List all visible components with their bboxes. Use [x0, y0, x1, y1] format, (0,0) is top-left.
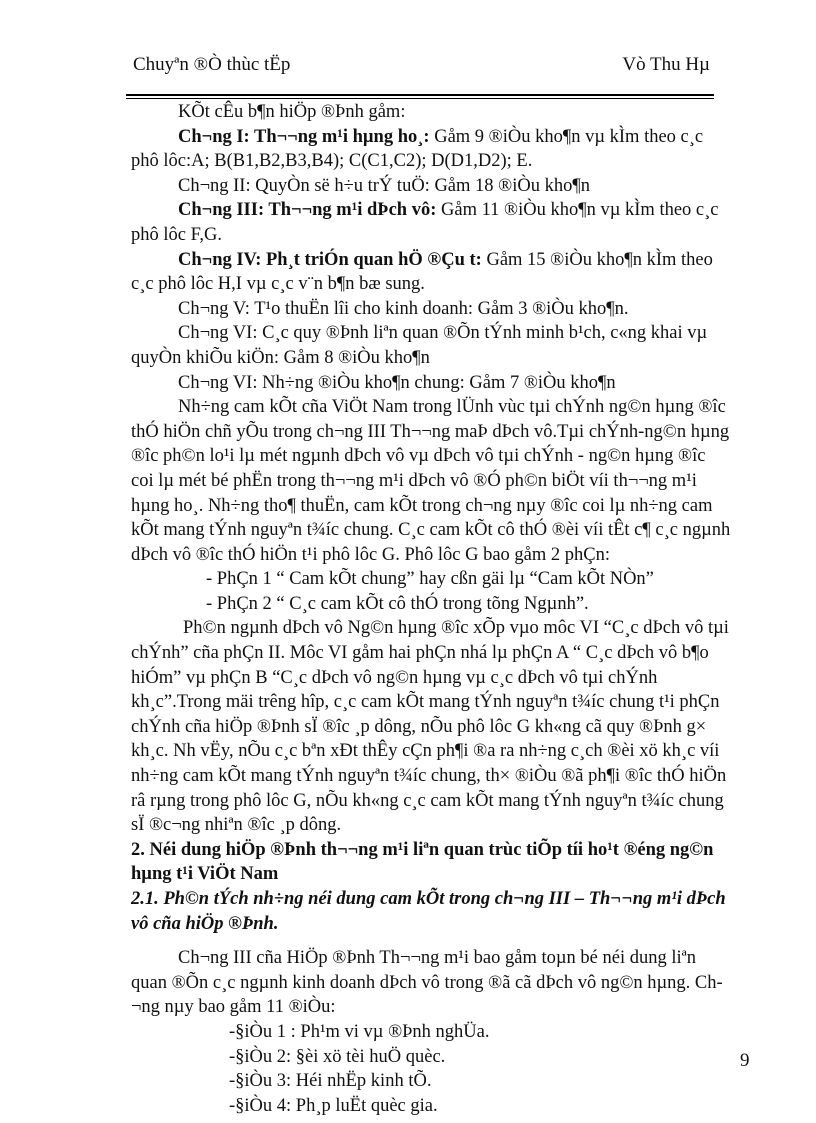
header-rule-thin — [126, 98, 714, 99]
body-text — [131, 100, 731, 1118]
section-2-1-heading: 2.1. Ph©n tÝch nh÷ng néi dung cam kÕt trong ch¬ng III – Th¬¬ng m¹i dÞch vô cña hiÖp ®Þnh. — [131, 889, 726, 934]
chapter-1-heading: Ch¬ng I: Th¬¬ng m¹i hµng ho¸: — [178, 126, 430, 147]
list-item-article-4: -§iÒu 4: Ph¸p luËt quèc gia. — [229, 1095, 438, 1116]
list-item-article-1: -§iÒu 1 : Ph¹m vi vµ ®Þnh nghÜa. — [229, 1021, 490, 1042]
chapter-7: Ch¬ng VI: Nh÷ng ®iÒu kho¶n chung: Gåm 7 ®iÒu kho¶n — [178, 372, 616, 393]
list-item-part-1: - PhÇn 1 “ Cam kÕt chung” hay cßn gäi lµ “Cam kÕt NÒn” — [206, 569, 654, 590]
chapter-3 — [131, 198, 731, 247]
section-2-heading: 2. Néi dung hiÖp ®Þnh th¬¬ng m¹i liªn quan trùc tiÕp tíi ho¹t ®éng ng©n hµng t¹i ViÖt Nam — [131, 839, 714, 885]
paragraph-commitments: Nh÷ng cam kÕt cña ViÖt Nam trong lÜnh vùc tµi chÝnh ng©n hµng ®îc thÓ hiÖn chñ yÕu trong ch¬ng III Th¬¬ng maÞ dÞch vô.Tµi chÝnh-ng©n hµng ®îc ph©n lo¹i lµ mét ngµnh dÞch vô vµ dÞch vô tµi chÝnh - ng©n hµng ®îc coi lµ mét bé phËn trong th¬¬ng m¹i dÞch vô ®Ó ph©n biÖt víi th¬¬ng m¹i hµng ho¸. Nh÷ng tho¶ thuËn, cam kÕt trong ch¬ng nµy ®îc coi lµ nh÷ng cam kÕt mang tÝnh nguyªn t¾íc chung. C¸c cam kÕt cô thÓ ®èi víi tÊt c¶ c¸c ngµnh dÞch vô ®îc thÓ hiÖn t¹i phô lôc G. Phô lôc G bao gåm 2 phÇn: — [131, 397, 731, 565]
chapter-3-heading: Ch¬ng III: Th¬¬ng m¹i dÞch vô: — [178, 200, 437, 221]
paragraph-structure: KÕt cÊu b¶n hiÖp ®Þnh gåm: — [178, 102, 406, 122]
chapter-1-text: Gåm 9 ®iÒu kho¶n vµ kÌm theo c¸c phô lôc:A; B(B1,B2,B3,B4); C(C1,C2); D(D1,D2); E. — [131, 126, 704, 172]
header-title: Chuyªn ®Ò thùc tËp — [133, 54, 291, 75]
paragraph-chapter-3: Ch¬ng III cña HiÖp ®Þnh Th¬¬ng m¹i bao gåm toµn bé néi dung liªn quan ®Õn c¸c ngµnh kinh doanh dÞch vô trong ®ã cã dÞch vô ng©n hµng. Ch¬ng nµy bao gåm 11 ®iÒu: — [131, 948, 723, 1018]
paragraph-banking-sector: Ph©n ngµnh dÞch vô Ng©n hµng ®îc xÕp vµo môc VI “C¸c dÞch vô tµi chÝnh” cña phÇn II. Môc VI gåm hai phÇn nhá lµ phÇn A “ C¸c dÞch vô b¶o hiÓm” vµ phÇn B “C¸c dÞch vô ng©n hµng vµ c¸c dÞch vô tµi chÝnh kh¸c”.Trong mäi trêng hîp, c¸c cam kÕt mang tÝnh nguyªn t¾íc chung t¹i phÇn chÝnh cña hiÖp ®Þnh sÏ ®îc ¸p dông, nÕu phô lôc G kh«ng cã quy ®Þnh g× kh¸c. Nh vËy, nÕu c¸c bªn xÐt thÊy cÇn ph¶i ®a ra nh÷ng c¸ch ®èi xö kh¸c víi nh÷ng cam kÕt mang tÝnh nguyªn t¾íc chung, th× ®iÒu ®ã ph¶i ®îc thÓ hiÖn râ rµng trong phô lôc G, nÕu kh«ng c¸c cam kÕt mang tÝnh nguyªn t¾íc chung sÏ ®c¬ng nhiªn ®îc ¸p dông. — [131, 618, 729, 836]
chapter-1 — [131, 125, 731, 174]
list-item-article-3: -§iÒu 3: Héi nhËp kinh tÕ. — [229, 1071, 432, 1092]
chapter-6: Ch¬ng VI: C¸c quy ®Þnh liªn quan ®Õn tÝnh minh b¹ch, c«ng khai vµ quyÒn khiÕu kiÖn: Gåm 8 ®iÒu kho¶n — [131, 323, 708, 368]
chapter-4 — [131, 248, 731, 297]
chapter-2: Ch¬ng II: QuyÒn së h÷u trÝ tuÖ: Gåm 18 ®iÒu kho¶n — [178, 175, 590, 196]
chapter-3-text: Gåm 11 ®iÒu kho¶n vµ kÌm theo c¸c phô lôc F,G. — [131, 200, 719, 245]
list-item-part-2: - PhÇn 2 “ C¸c cam kÕt cô thÓ trong tõng Ngµnh”. — [206, 593, 589, 614]
page-number: 9 — [740, 1050, 750, 1071]
chapter-5: Ch¬ng V: T¹o thuËn lîi cho kinh doanh: Gåm 3 ®iÒu kho¶n. — [178, 298, 629, 319]
list-item-article-2: -§iÒu 2: §èi xö tèi huÖ quèc. — [229, 1046, 446, 1067]
chapter-4-text: Gåm 15 ®iÒu kho¶n kÌm theo c¸c phô lôc H,I vµ c¸c v¨n b¶n bæ sung. — [131, 249, 713, 295]
header-rule-thick — [126, 94, 714, 96]
chapter-4-heading: Ch¬ng IV: Ph¸t triÓn quan hÖ ®Çu t: — [178, 249, 482, 270]
header-author: Vò Thu Hµ — [622, 54, 710, 75]
